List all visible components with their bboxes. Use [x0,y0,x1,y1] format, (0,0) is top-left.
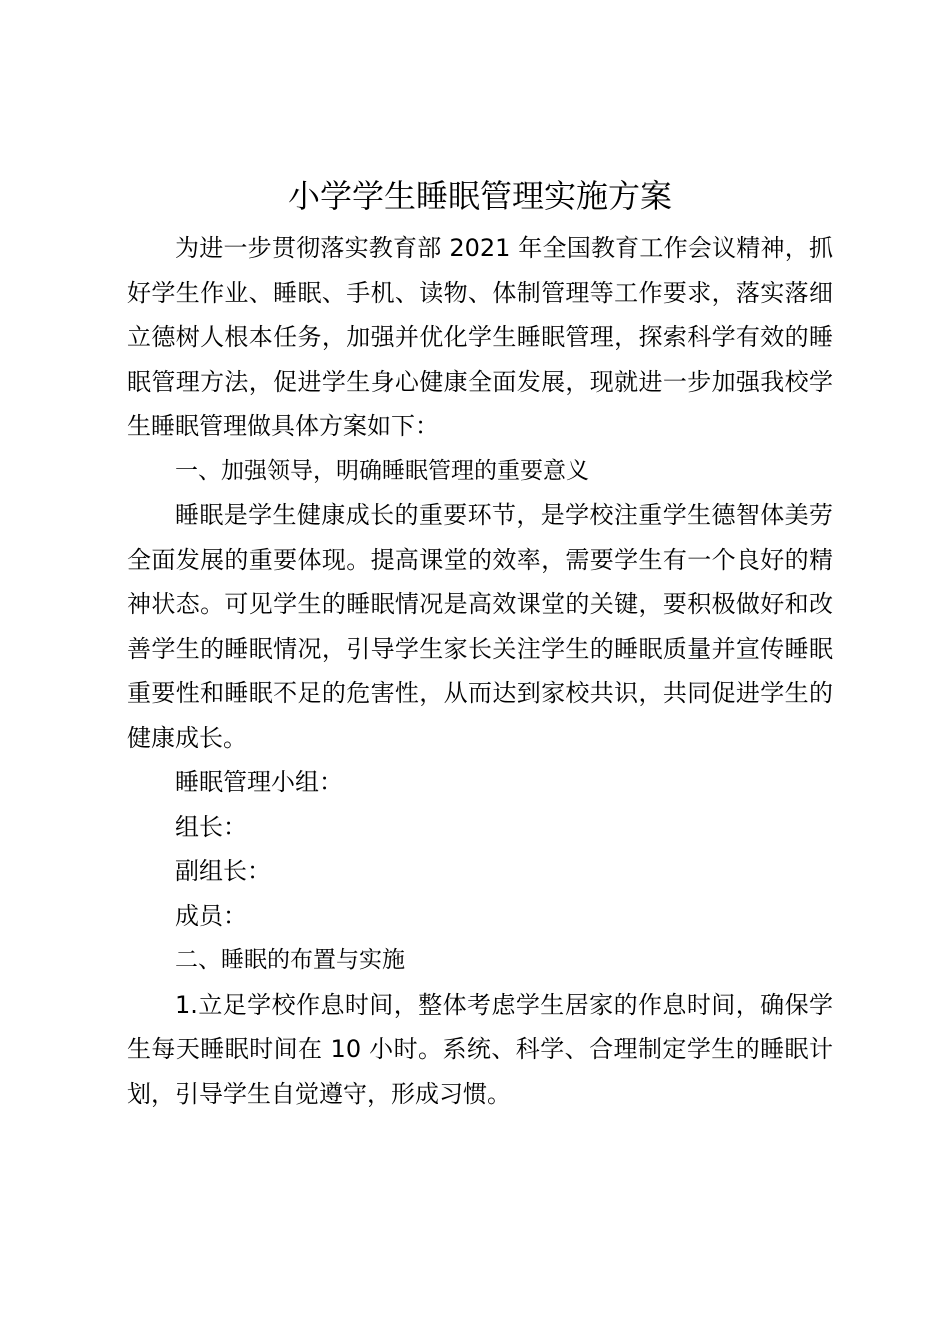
group-leader-label: 组长： [175,812,247,841]
section-heading-1: 一、加强领导，明确睡眠管理的重要意义 [175,457,589,484]
deputy-leader-label: 副组长： [175,857,271,885]
section-2-item-1: 1.立足学校作息时间，整体考虑学生居家的作息时间，确保学生每天睡眠时间在 10 小时。系统、科学、合理制定学生的睡眠计划，引导学生自觉遵守，形成习惯。 [127,990,833,1108]
intro-paragraph: 为进一步贯彻落实教育部 2021 年全国教育工作会议精神，抓好学生作业、睡眠、手机、读物、体制管理等工作要求，落实落细立德树人根本任务，加强并优化学生睡眠管理，探索科学有效的睡眠管理方法，促进学生身心健康全面发展，现就进一步加强我校学生睡眠管理做具体方案如下： [127,234,833,440]
section-1-paragraph: 睡眠是学生健康成长的重要环节，是学校注重学生德智体美劳全面发展的重要体现。提高课堂的效率，需要学生有一个良好的精神状态。可见学生的睡眠情况是高效课堂的关键，要积极做好和改善学生的睡眠情况，引导学生家长关注学生的睡眠质量并宣传睡眠重要性和睡眠不足的危害性，从而达到家校共识，共同促进学生的健康成长。 [127,501,833,752]
section-heading-2: 二、睡眠的布置与实施 [175,947,405,973]
document-title: 小学学生睡眠管理实施方案 [287,177,672,215]
management-group-label: 睡眠管理小组： [175,768,343,796]
document-body [127,226,833,1116]
members-label: 成员： [175,901,247,930]
